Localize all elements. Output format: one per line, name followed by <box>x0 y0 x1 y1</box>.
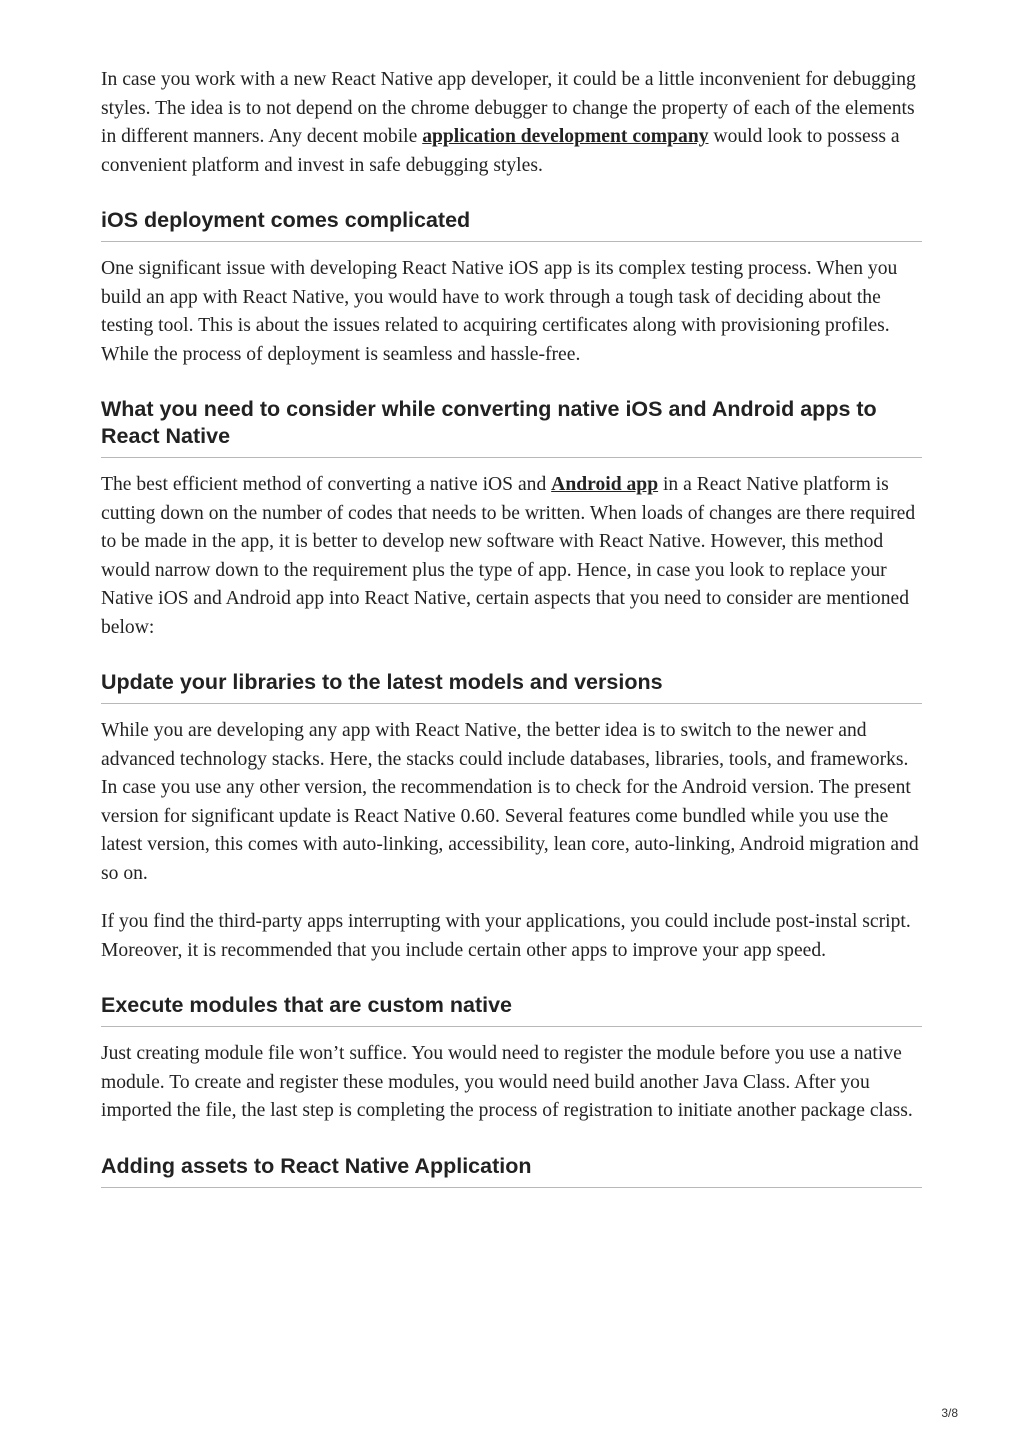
android-app-link[interactable]: Android app <box>551 474 659 495</box>
update-libraries-paragraph-1: While you are developing any app with React Native, the better idea is to switch to the newer and advanced technology stacks. Here, the stacks could include databases, libraries, tools, and frameworks. In case you use any other version, the recommendation is to check for the Android version. The present version for significant update is React Native 0.60. Several features come bundled while you use the latest version, this comes with auto-linking, accessibility, lean core, auto-linking, Android migration and so on. <box>101 720 919 884</box>
intro-text-end: would look to possess a convenient platform and invest in safe debugging styles. <box>101 126 900 176</box>
page-number: 3/8 <box>941 1406 958 1420</box>
converting-paragraph <box>101 471 922 642</box>
heading-update-libraries: Update your libraries to the latest models and versions <box>101 669 922 704</box>
heading-adding-assets: Adding assets to React Native Application <box>101 1153 922 1188</box>
intro-text-start: In case you work with a new React Native app developer, it could be a little inconvenient for debugging styles. The idea is to not depend on the chrome debugger to change the property of each of the elements in different manners. Any decent mobile <box>101 69 916 147</box>
heading-custom-native-modules: Execute modules that are custom native <box>101 992 922 1027</box>
application-development-company-link[interactable]: application development company <box>422 126 709 147</box>
converting-text-start: The best efficient method of converting a native iOS and <box>101 474 552 495</box>
ios-deployment-paragraph: One significant issue with developing React Native iOS app is its complex testing process. When you build an app with React Native, you would have to work through a tough task of deciding about the testing tool. This is about the issues related to acquiring certificates along with provisioning profiles. While the process of deployment is seamless and hassle-free. <box>101 258 898 365</box>
intro-paragraph <box>101 66 922 180</box>
update-libraries-paragraph-2: If you find the third-party apps interrupting with your applications, you could include post-instal script. Moreover, it is recommended that you include certain other apps to improve your app speed. <box>101 911 911 961</box>
document-page <box>101 66 922 1188</box>
converting-text-end: in a React Native platform is cutting down on the number of codes that needs to be written. When loads of changes are there required to be made in the app, it is better to develop new software with React Native. However, this method would narrow down to the requirement plus the type of app. Hence, in case you look to replace your Native iOS and Android app into React Native, certain aspects that you need to consider are mentioned below: <box>101 474 916 638</box>
custom-native-paragraph: Just creating module file won’t suffice. You would need to register the module before you use a native module. To create and register these modules, you would need build another Java Class. After you imported the file, the last step is completing the process of registration to initiate another package class. <box>101 1043 913 1121</box>
heading-ios-deployment: iOS deployment comes complicated <box>101 207 922 242</box>
heading-converting-apps: What you need to consider while converting native iOS and Android apps to React Native <box>101 396 922 458</box>
